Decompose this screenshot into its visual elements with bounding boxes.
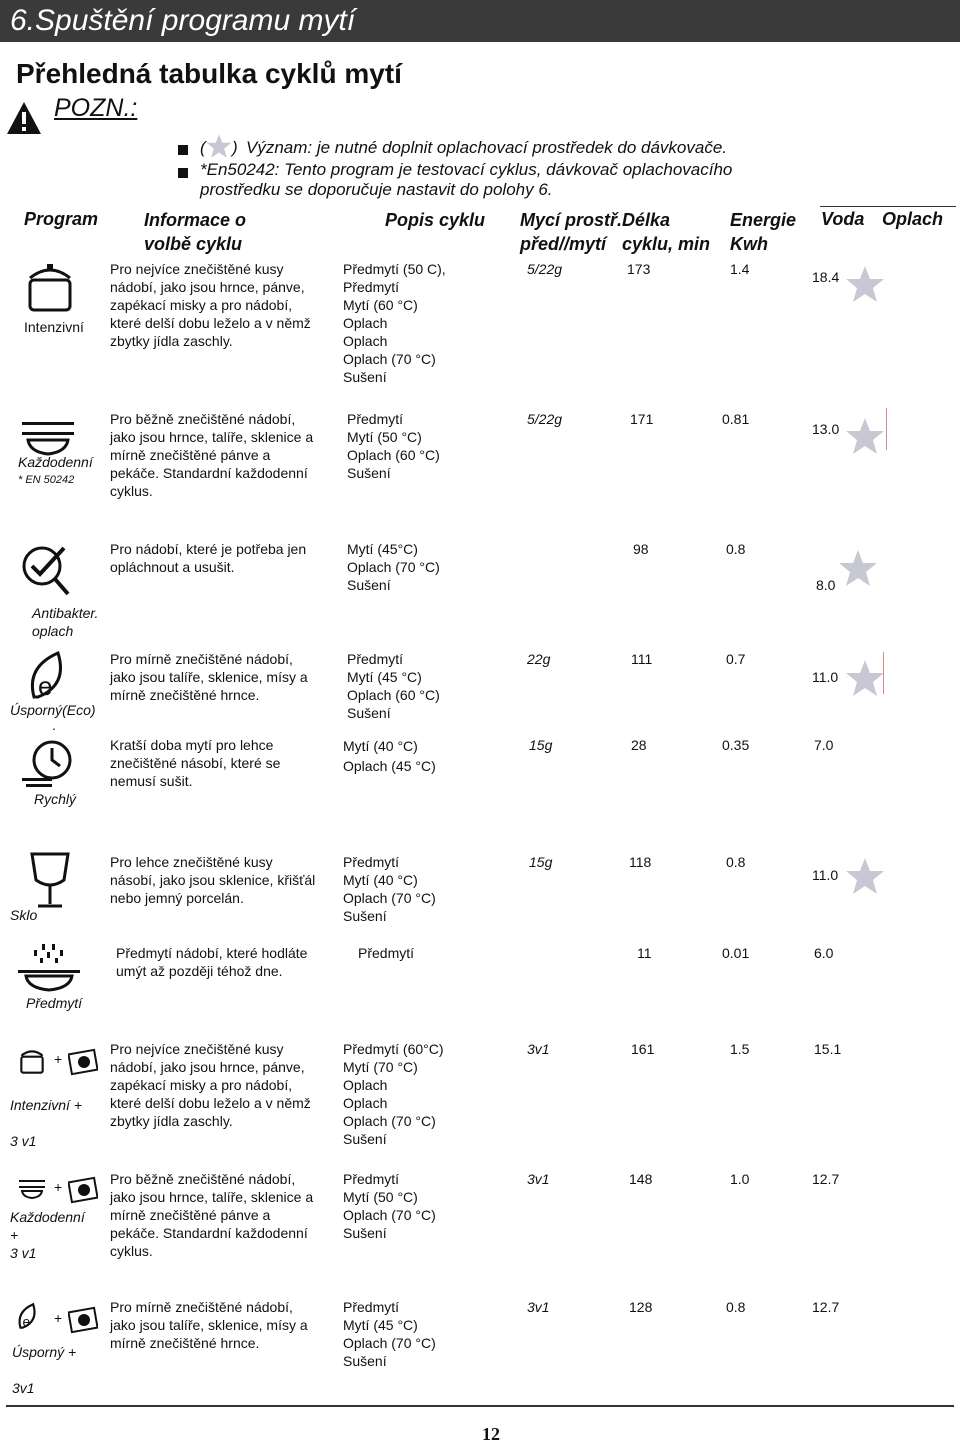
program-info: Předmytí nádobí, které hodláte umýt až později téhož dne. <box>116 945 308 979</box>
program-popis: Předmytí (60°C) Mytí (70 °C) Oplach Oplach Oplach (70 °C) Sušení <box>343 1041 444 1147</box>
program-duration: 148 <box>629 1171 653 1187</box>
program-popis: Mytí (40 °C) Oplach (45 °C) <box>343 738 436 774</box>
program-popis: Předmytí Mytí (50 °C) Oplach (60 °C) Sušení <box>347 411 440 481</box>
3in1-tablet-icon <box>68 1304 98 1334</box>
note-en50242-line2: prostředku se doporučuje nastavit do polohy 6. <box>200 180 553 199</box>
pot-icon <box>14 1045 50 1077</box>
program-name-note: * EN 50242 <box>18 474 75 486</box>
pot-icon <box>20 258 80 318</box>
star-icon <box>206 133 232 159</box>
quick-clock-icon <box>18 736 78 796</box>
col-header-program: Program <box>24 209 99 229</box>
program-duration: 111 <box>631 651 653 667</box>
program-info: Kratší doba mytí pro lehce znečištěné násobí, které se nemusí sušit. <box>110 737 281 789</box>
header-rule <box>820 206 956 207</box>
program-popis: Předmytí Mytí (45 °C) Oplach (70 °C) Sušení <box>343 1299 436 1369</box>
star-icon <box>845 264 885 304</box>
program-detergent: 3v1 <box>527 1299 550 1315</box>
note-en50242-line1: *En50242: Tento program je testovací cyklus, dávkovač oplachovacího <box>200 160 733 179</box>
program-name: Intenzivní <box>24 319 84 335</box>
program-water: 12.7 <box>812 1171 840 1187</box>
program-name: Intenzivní + 3 v1 <box>10 1097 82 1149</box>
program-energy: 0.35 <box>722 737 750 753</box>
star-icon <box>838 548 878 588</box>
col-header-oplach: Oplach <box>882 209 944 229</box>
program-energy: 0.01 <box>722 945 750 961</box>
program-duration: 28 <box>631 737 647 753</box>
program-water: 13.0 <box>812 421 840 437</box>
program-water: 11.0 <box>812 669 839 685</box>
col-header-delka: Délka cyklu, min <box>622 210 711 254</box>
program-info: Pro nejvíce znečištěné kusy nádobí, jako jsou hrnce, pánve, zapékací misky a pro nádobí, které delší dobu leželo a v němž zbytky jídla zaschly. <box>110 261 311 349</box>
section-banner: 6.Spuštění programu mytí <box>0 0 960 42</box>
3in1-tablet-icon <box>68 1174 98 1204</box>
note-rinse-close: ) <box>232 138 238 157</box>
program-water: 11.0 <box>812 867 839 883</box>
program-name: Úsporný(Eco) <box>10 702 96 718</box>
glass-icon <box>20 850 80 910</box>
program-name: Každodenní + 3 v1 <box>10 1209 85 1261</box>
program-energy: 0.81 <box>722 411 750 427</box>
program-popis: Předmytí Mytí (40 °C) Oplach (70 °C) Sušení <box>343 854 436 924</box>
program-duration: 118 <box>629 854 652 870</box>
program-detergent: 22g <box>527 651 551 667</box>
star-icon <box>845 416 885 456</box>
program-detergent: 3v1 <box>527 1041 550 1057</box>
eco-leaf-icon <box>14 1300 46 1332</box>
program-name: Antibakter. oplach <box>32 605 99 639</box>
program-duration: 173 <box>627 261 651 277</box>
program-info: Pro lehce znečištěné kusy násobí, jako jsou sklenice, křišťál nebo jemný porcelán. <box>110 854 316 906</box>
star-icon <box>845 856 885 896</box>
program-energy: 0.8 <box>726 541 746 557</box>
col-header-info: Informace o volbě cyklu <box>144 210 247 254</box>
3in1-tablet-icon <box>68 1046 98 1076</box>
program-popis: Předmytí Mytí (45 °C) Oplach (60 °C) Sušení <box>347 651 440 721</box>
program-energy: 0.8 <box>726 1299 746 1315</box>
warning-icon <box>6 100 42 136</box>
program-energy: 0.7 <box>726 651 746 667</box>
program-popis: Mytí (45°C) Oplach (70 °C) Sušení <box>347 541 440 593</box>
stray-dot: . <box>52 717 56 733</box>
svg-text:e: e <box>38 671 53 701</box>
note-rinse-open: ( <box>200 138 206 157</box>
program-duration: 161 <box>631 1041 655 1057</box>
col-header-voda: Voda <box>821 209 865 229</box>
program-water: 7.0 <box>814 737 834 753</box>
star-icon <box>845 658 885 698</box>
bullet-marker <box>178 168 188 178</box>
col-header-energie: Energie Kwh <box>730 210 797 254</box>
program-info: Pro běžně znečištěné nádobí, jako jsou hrnce, talíře, sklenice a mírně znečištěné pánve a pekáče. Standardní každodenní cyklus. <box>110 1171 314 1259</box>
program-name: Každodenní <box>18 454 93 470</box>
note-rinse-text: Význam: je nutné doplnit oplachovací prostředek do dávkovače. <box>246 138 728 157</box>
program-water: 15.1 <box>814 1041 842 1057</box>
program-energy: 1.5 <box>730 1041 750 1057</box>
rinse-marker <box>883 652 884 694</box>
program-water: 18.4 <box>812 269 840 285</box>
program-energy: 1.4 <box>730 261 750 277</box>
note-heading: POZN.: <box>54 94 138 122</box>
program-info: Pro nejvíce znečištěné kusy nádobí, jako jsou hrnce, pánve, zapékací misky a pro nádobí, které delší dobu leželo a v němž zbytky jídla zaschly. <box>110 1041 311 1129</box>
program-energy: 0.8 <box>726 854 746 870</box>
program-detergent: 5/22g <box>527 411 563 427</box>
program-detergent: 15g <box>529 737 553 753</box>
program-info: Pro nádobí, které je potřeba jen opláchnout a usušit. <box>110 541 307 575</box>
antibacterial-icon <box>18 540 78 600</box>
plus-sign: + <box>54 1051 63 1067</box>
plus-sign: + <box>54 1179 63 1195</box>
program-detergent: 5/22g <box>527 261 563 277</box>
rinse-marker <box>886 408 887 450</box>
bullet-marker <box>178 145 188 155</box>
page-title: Přehledná tabulka cyklů mytí <box>16 58 402 89</box>
program-name: Předmytí <box>26 995 83 1011</box>
program-duration: 128 <box>629 1299 653 1315</box>
program-energy: 1.0 <box>730 1171 750 1187</box>
page-number: 12 <box>482 1424 500 1444</box>
program-detergent: 15g <box>529 854 553 870</box>
program-duration: 98 <box>633 541 649 557</box>
program-duration: 171 <box>630 411 654 427</box>
program-water: 6.0 <box>814 945 834 961</box>
col-header-prostr: Mycí prostř. před//mytí <box>520 210 623 254</box>
footer-rule <box>6 1405 954 1407</box>
program-duration: 11 <box>637 945 652 961</box>
program-info: Pro běžně znečištěné nádobí, jako jsou hrnce, talíře, sklenice a mírně znečištěné pánve a pekáče. Standardní každodenní cyklus. <box>110 411 314 499</box>
prewash-spray-icon <box>14 938 84 998</box>
program-name: Rychlý <box>34 791 77 807</box>
program-popis: Předmytí (50 C), Předmytí Mytí (60 °C) Oplach Oplach Oplach (70 °C) Sušení <box>343 261 446 385</box>
program-info: Pro mírně znečištěné nádobí, jako jsou talíře, sklenice, mísy a mírně znečištěné hrnce. <box>110 1299 308 1351</box>
col-header-popis: Popis cyklu <box>385 210 486 230</box>
program-info: Pro mírně znečištěné nádobí, jako jsou talíře, sklenice, mísy a mírně znečištěné hrnce. <box>110 651 308 703</box>
plates-icon <box>14 1174 50 1204</box>
program-popis: Předmytí <box>358 945 415 961</box>
program-detergent: 3v1 <box>527 1171 550 1187</box>
svg-text:e: e <box>22 1313 31 1330</box>
plus-sign: + <box>54 1310 63 1326</box>
program-name: Úsporný + 3v1 <box>12 1344 77 1396</box>
program-water: 12.7 <box>812 1299 840 1315</box>
eco-leaf-icon <box>22 645 82 705</box>
program-name: Sklo <box>10 907 38 923</box>
program-water: 8.0 <box>816 577 836 593</box>
program-popis: Předmytí Mytí (50 °C) Oplach (70 °C) Sušení <box>343 1171 436 1241</box>
